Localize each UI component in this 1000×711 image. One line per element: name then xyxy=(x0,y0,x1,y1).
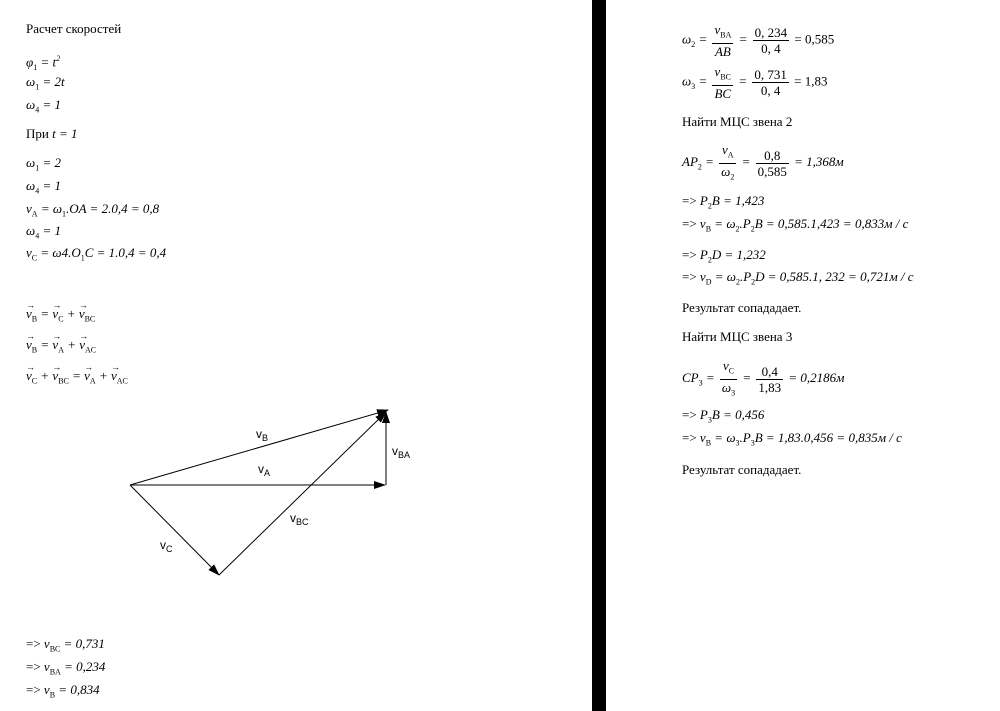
vector-vc xyxy=(130,485,219,575)
equation-vb-link2: => $v_B = \omega_2.P_2B = 0,585.1,423 = 0,833м / с$ xyxy=(682,216,909,234)
equation-vd-link2: => $v_D = \omega_2.P_2D = 0,585.1$, 232 = 0,721м / с xyxy=(682,269,914,287)
heading-link3: Найти МЦС звена 3 xyxy=(682,329,793,344)
page-title: Расчет скоростей xyxy=(26,21,122,36)
right-page xyxy=(606,0,1000,711)
result-vba: => $v_{BA} = 0,234$ xyxy=(26,659,106,677)
label-vba: $v_{BA}$ xyxy=(392,444,411,460)
equation-omega4: $\omega_4 = 1$ xyxy=(26,97,61,115)
result-text-1: Результат сопададает. xyxy=(682,300,802,315)
label-va: $v_A$ xyxy=(258,462,271,478)
equation-p3b: => $P_3B = 0,456$ xyxy=(682,407,765,425)
label-vc: $v_C$ xyxy=(160,538,173,554)
equation-omega2: $\omega_2$ = $\frac{v_{BA}}{AB}$ = $\frac{0, 234}{0, 4}$ = 0,585 xyxy=(682,22,835,59)
result-text-2: Результат сопададает. xyxy=(682,462,802,477)
result-vbc: => $v_{BC} = 0,731$ xyxy=(26,636,105,654)
equation-omega4-repeat: $\omega_4 = 1$ xyxy=(26,223,61,241)
label-vb: $v_B$ xyxy=(256,427,269,443)
equation-omega1-t: $\omega_1 = 2t$ xyxy=(26,74,65,92)
vector-equation-3: → $v_C$ + → $v_{BC}$ = → $v_A$ + → $v_{AC}$ xyxy=(26,368,128,390)
heading-link2: Найти МЦС звена 2 xyxy=(682,114,793,129)
equation-omega1-value: $\omega_1 = 2$ xyxy=(26,155,61,173)
equation-omega4-value: $\omega_4 = 1$ xyxy=(26,178,61,196)
equation-p2b: => $P_2B = 1,423$ xyxy=(682,193,765,211)
equation-cp3: $CP_3$ = $\frac{v_C}{\omega_3}$ = $\frac{0,4}{1,83}$ = 0,2186м xyxy=(682,358,845,398)
label-vbc: $v_{BC}$ xyxy=(290,511,309,527)
equation-vc: $v_C = \omega 4.O_1C = 1.0,4 = 0,4$ xyxy=(26,245,167,263)
vector-vbc xyxy=(219,412,386,575)
condition-t1: При t = 1 xyxy=(26,126,78,141)
equation-vb-link3: => $v_B = \omega_3.P_3B = 1,83.0,456 = 0,835м / с$ xyxy=(682,430,902,448)
equation-p2d: => $P_2D = 1,232$ xyxy=(682,247,766,265)
equation-va: $v_A = \omega_1.OA = 2.0,4 = 0,8$ xyxy=(26,201,160,219)
vector-equation-2: → $v_B$ = → $v_A$ + → $v_{AC}$ xyxy=(26,337,96,359)
page-divider xyxy=(592,0,606,711)
equation-phi1: $\varphi_1 = t^2$ xyxy=(26,54,61,72)
vector-equation-1: → $v_B$ = → $v_C$ + → $v_{BC}$ xyxy=(26,306,95,328)
result-vb: => $v_B = 0,834$ xyxy=(26,682,100,700)
equation-ap2: $AP_2$ = $\frac{v_A}{\omega_2}$ = $\frac{0,8}{0,585}$ = 1,368м xyxy=(682,142,844,182)
equation-omega3: $\omega_3$ = $\frac{v_{BC}}{BC}$ = $\frac{0, 731}{0, 4}$ = 1,83 xyxy=(682,64,828,101)
